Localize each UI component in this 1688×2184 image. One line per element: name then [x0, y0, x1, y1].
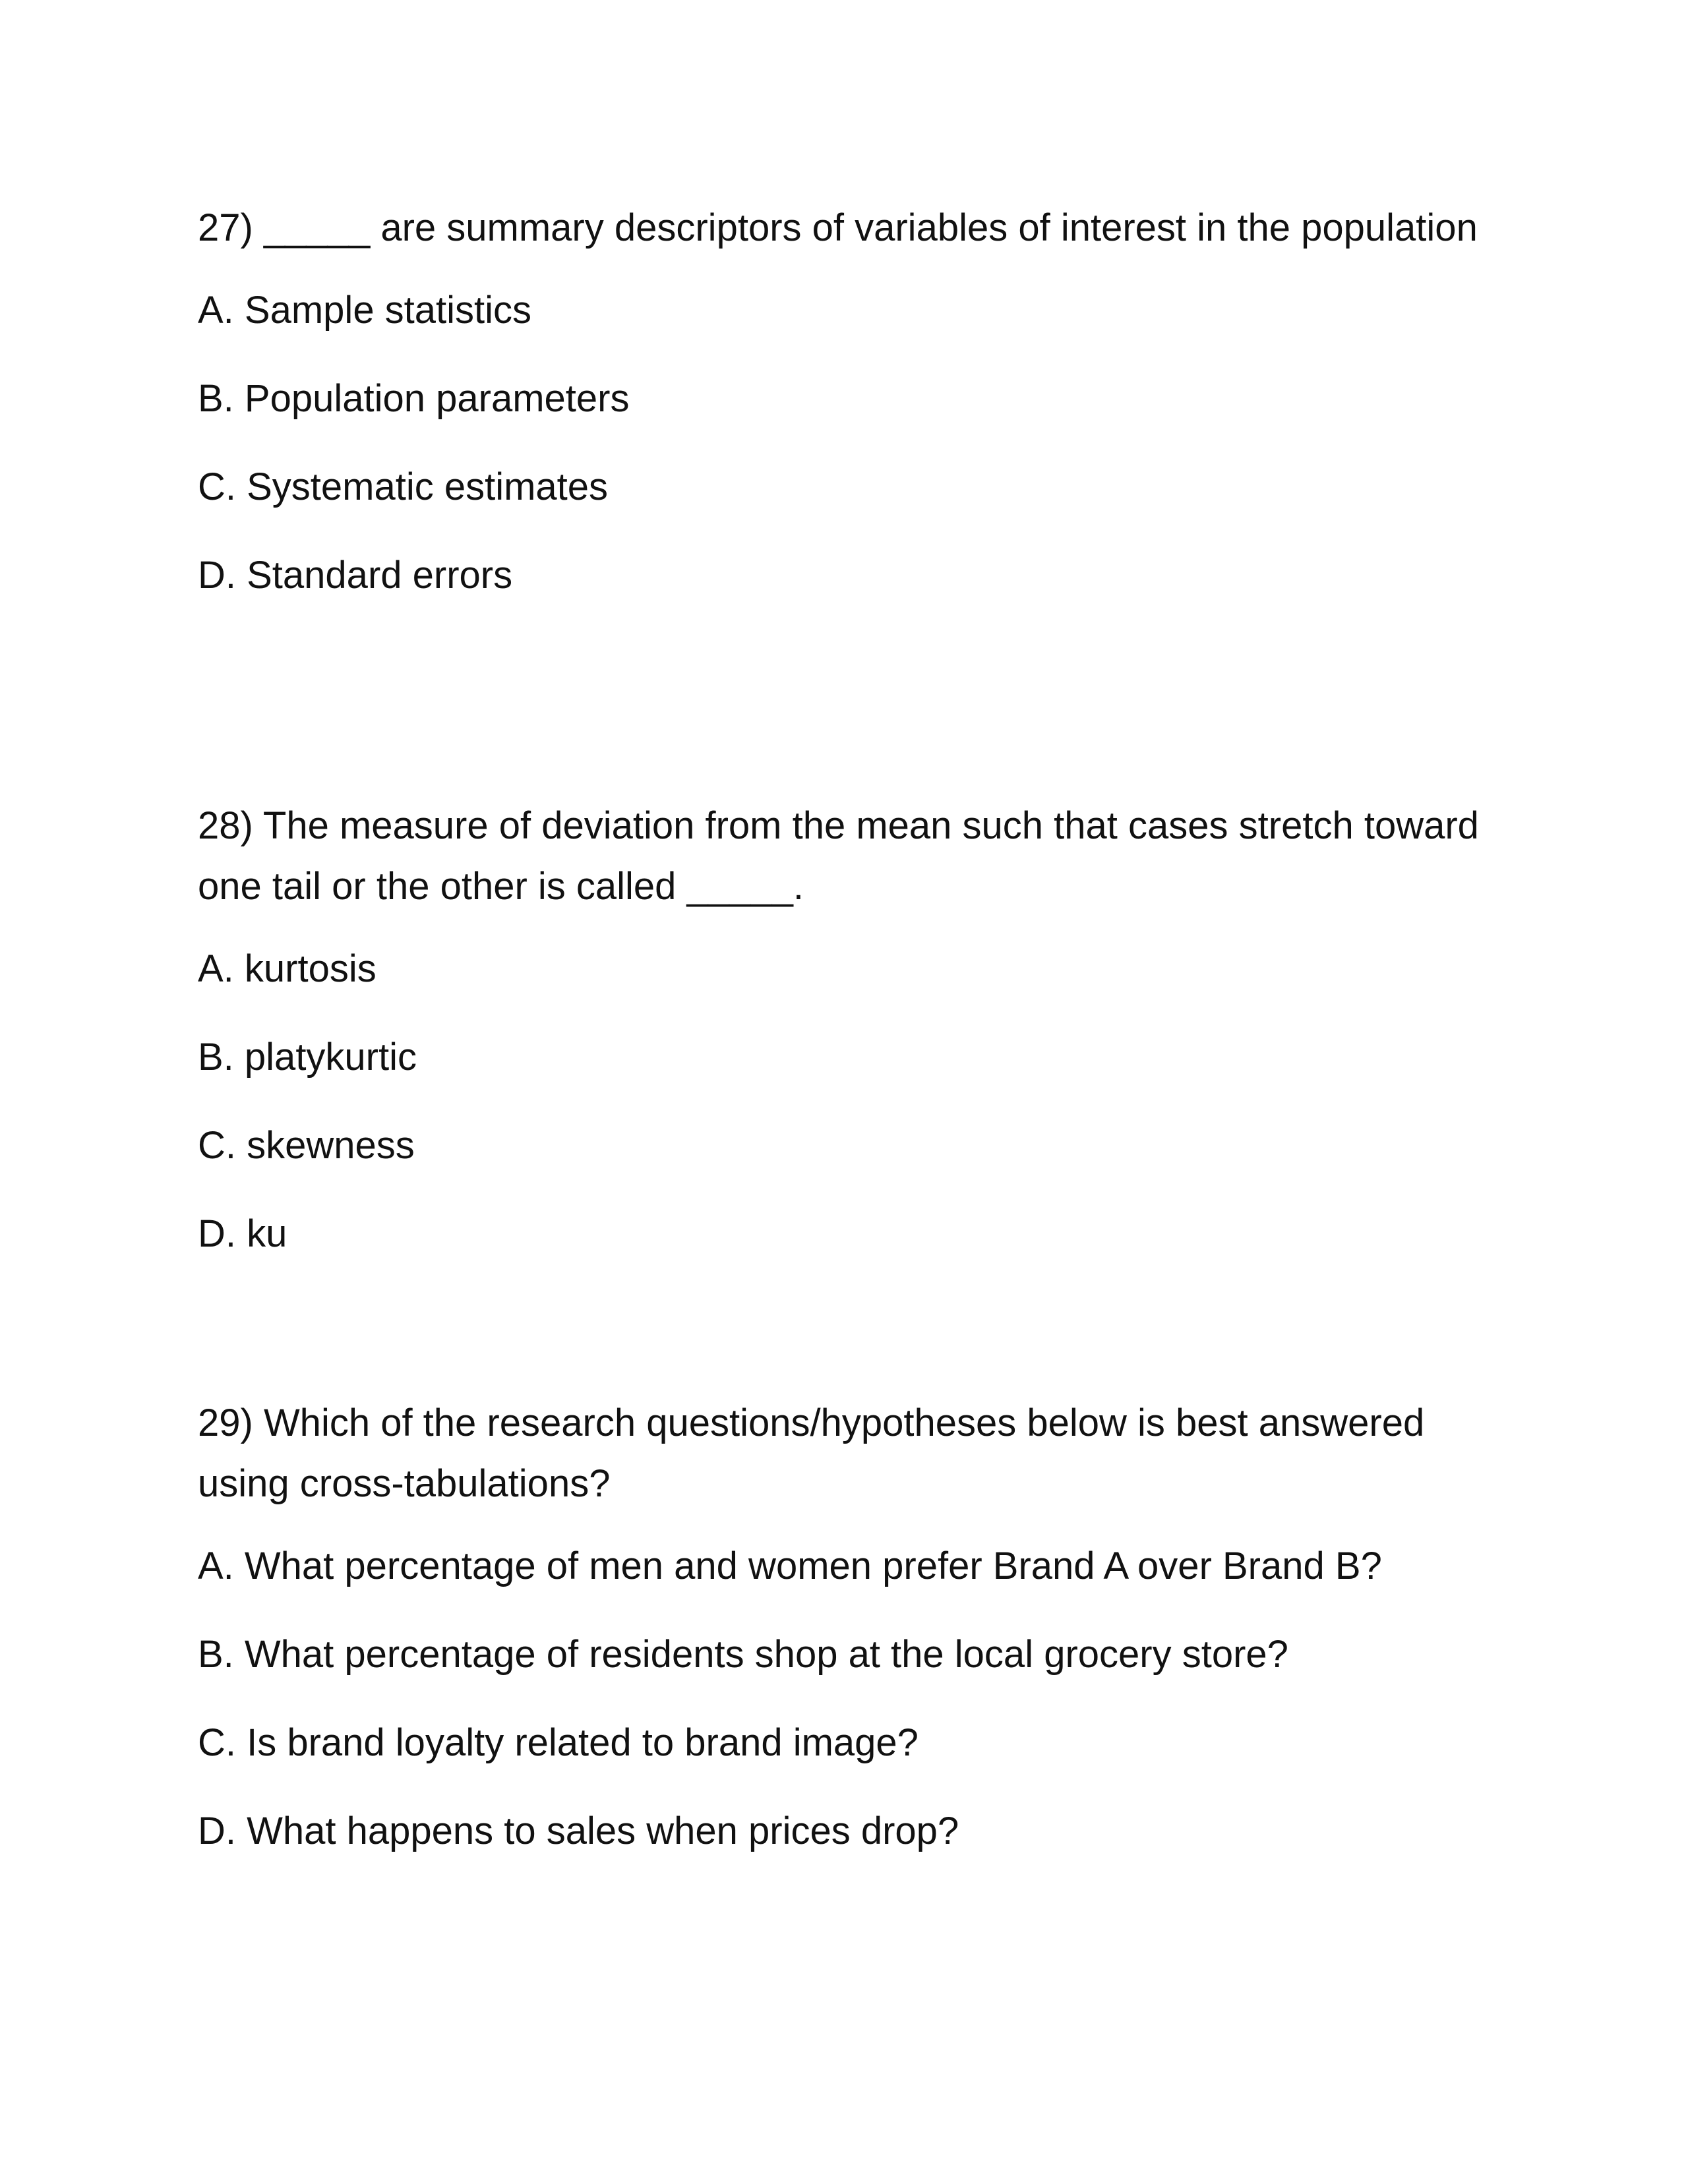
answer-options — [198, 287, 1517, 599]
question-stem: 27) _____ are summary descriptors of variables of interest in the population — [198, 206, 1478, 249]
option-b: B. platykurtic — [198, 1036, 417, 1078]
answer-options — [198, 946, 1517, 1257]
option-a: A. What percentage of men and women prefer Brand A over Brand B? — [198, 1545, 1382, 1587]
answer-options — [198, 1543, 1517, 1854]
question-stem: 28) The measure of deviation from the mean such that cases stretch toward one tail or the other is called _____. — [198, 804, 1479, 908]
question-stem: 29) Which of the research questions/hypotheses below is best answered using cross-tabulations? — [198, 1402, 1425, 1505]
option-d: D. What happens to sales when prices drop? — [198, 1810, 959, 1852]
option-d: D. ku — [198, 1212, 287, 1255]
option-a: A. kurtosis — [198, 947, 377, 990]
option-c: C. skewness — [198, 1124, 415, 1167]
question-27 — [198, 198, 1517, 599]
option-c: C. Systematic estimates — [198, 465, 609, 508]
option-b: B. What percentage of residents shop at the local grocery store? — [198, 1633, 1288, 1676]
question-29 — [198, 1393, 1517, 1854]
option-a: A. Sample statistics — [198, 289, 532, 332]
question-28 — [198, 796, 1517, 1257]
option-d: D. Standard errors — [198, 554, 513, 597]
option-c: C. Is brand loyalty related to brand image? — [198, 1721, 919, 1764]
option-b: B. Population parameters — [198, 377, 630, 420]
